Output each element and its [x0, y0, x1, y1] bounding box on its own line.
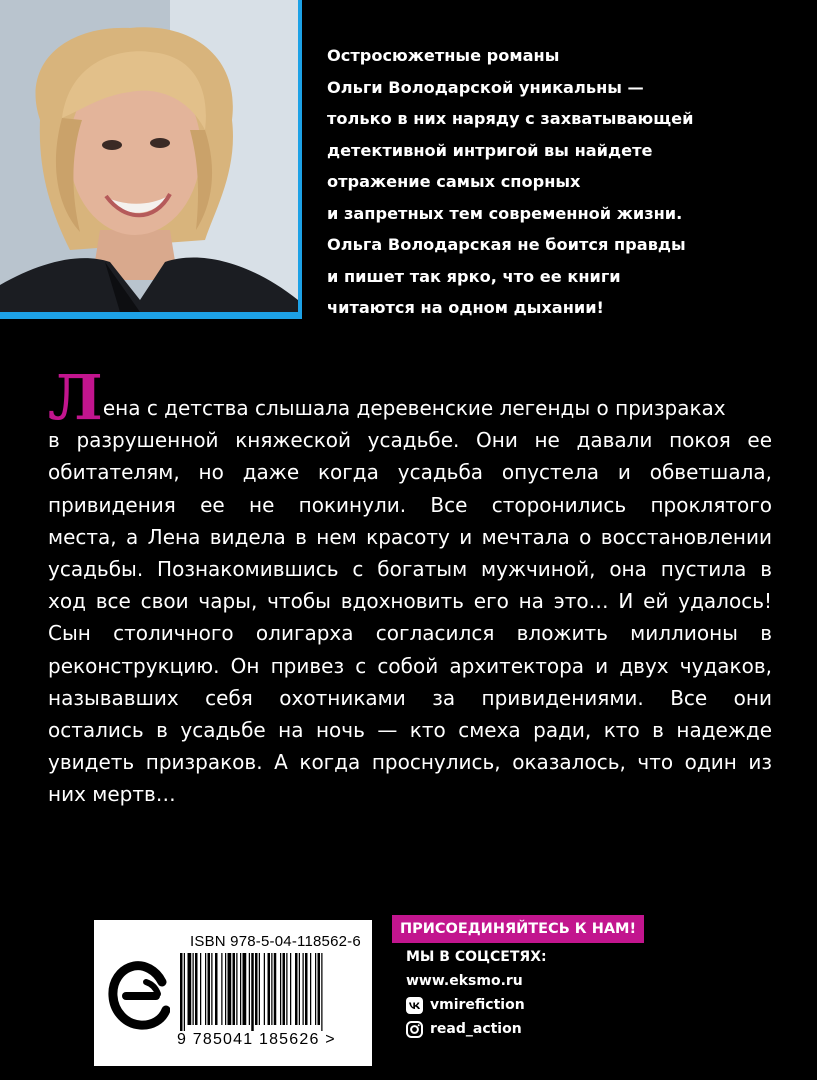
instagram-icon — [406, 1021, 423, 1038]
barcode-bar — [195, 953, 198, 1025]
annotation-line: в разрушенной княжеской усадьбе. Они не давали покоя ее — [48, 428, 772, 453]
annotation-line: них мертв… — [48, 782, 176, 807]
barcode-bar — [233, 953, 236, 1025]
social-heading: МЫ В СОЦСЕТЯХ: — [406, 949, 547, 965]
barcode-bar — [215, 953, 218, 1025]
author-blurb-line: Ольги Володарской уникальны — — [327, 77, 644, 97]
barcode-bar — [303, 953, 304, 1025]
barcode-bar — [255, 953, 258, 1025]
eksmo-logo-icon — [108, 960, 170, 1032]
author-blurb-line: читаются на одном дыхании! — [327, 298, 604, 317]
vk-link-label: vmirefiction — [430, 997, 525, 1013]
annotation-line: усадьбы. Познакомившись с богатым мужчиной, она пустила в — [48, 557, 772, 582]
annotation-line — [48, 361, 772, 434]
annotation-line: привидения ее не покинули. Все сторонились проклятого — [48, 492, 772, 517]
barcode-bar — [221, 953, 222, 1025]
annotation-line: ход все свои чары, чтобы вдохновить его на это… И ей удалось! — [48, 589, 772, 614]
barcode-panel — [94, 920, 372, 1066]
annotation-line-text: ена с детства слышала деревенские легенды о призраках — [102, 396, 726, 420]
barcode-bar — [251, 953, 254, 1031]
author-blurb-line: Ольга Володарская не боится правды — [327, 235, 686, 254]
book-annotation — [48, 361, 772, 811]
author-blurb-line: и пишет так ярко, что ее книги — [327, 266, 621, 286]
barcode-bar — [205, 953, 206, 1025]
barcode-bar — [208, 953, 211, 1025]
barcode-bar — [249, 953, 250, 1025]
barcode-bar — [259, 953, 260, 1025]
barcode-bar — [200, 953, 201, 1025]
barcode-bar — [188, 953, 192, 1025]
barcode-bar — [264, 953, 265, 1025]
barcode-bar — [283, 953, 286, 1025]
vk-icon — [406, 997, 423, 1014]
barcode-bar — [299, 953, 300, 1025]
barcode-bar — [268, 953, 271, 1025]
barcode-bar — [315, 953, 316, 1025]
author-blurb-line: Остросюжетные романы — [327, 46, 560, 65]
instagram-link[interactable] — [406, 1017, 547, 1041]
barcode-bar — [271, 953, 272, 1025]
author-blurb-line: детективной интригой вы найдете — [327, 140, 653, 160]
isbn-label: ISBN 978-5-04-118562-6 — [190, 933, 361, 950]
vk-link[interactable] — [406, 993, 547, 1017]
barcode-bar — [321, 953, 322, 1031]
author-photo — [0, 0, 302, 319]
annotation-line: реконструкцию. Он привез с собой архитектора и двух чудаков, — [48, 653, 772, 678]
barcode-digits: 9 785041 185626 > — [177, 1031, 336, 1048]
instagram-link-label: read_action — [430, 1021, 522, 1037]
barcode-bar — [318, 953, 321, 1025]
barcode-bar — [184, 953, 185, 1031]
barcode-bar — [211, 953, 212, 1025]
barcode-bar — [274, 953, 277, 1025]
annotation-line: остались в усадьбе на ночь — кто смеха ради, кто в надежде — [48, 718, 772, 743]
barcode-bar — [290, 953, 291, 1025]
barcode-bar — [280, 953, 281, 1025]
barcode-bar — [180, 953, 183, 1031]
barcode-bar — [243, 953, 247, 1025]
annotation-line: называвших себя охотниками за привидениями. Все они — [48, 685, 772, 710]
barcode-bar — [228, 953, 232, 1025]
author-blurb — [327, 40, 797, 324]
annotation-line: места, а Лена видела в нем красоту и мечтала о восстановлении — [48, 524, 772, 549]
barcode-bar — [236, 953, 237, 1025]
barcode-bar — [305, 953, 308, 1025]
website-link[interactable]: www.eksmo.ru — [406, 973, 523, 989]
author-blurb-line: и запретных тем современной жизни. — [327, 203, 683, 223]
drop-cap: Л — [48, 361, 103, 434]
barcode — [178, 953, 364, 1031]
author-blurb-line: только в них наряду с захватывающей — [327, 109, 694, 128]
barcode-bar — [295, 953, 298, 1025]
barcode-bar — [310, 953, 311, 1025]
barcode-bar — [225, 953, 226, 1025]
join-us-badge: ПРИСОЕДИНЯЙТЕСЬ К НАМ! — [392, 915, 644, 943]
barcode-bar — [286, 953, 287, 1025]
social-links — [406, 945, 547, 1041]
author-blurb-line: отражение самых спорных — [327, 172, 581, 191]
annotation-line: обитателям, но даже когда усадьба опустела и обветшала, — [48, 460, 772, 485]
annotation-line: увидеть призраков. А когда проснулись, оказалось, что один из — [48, 750, 772, 775]
barcode-bar — [193, 953, 194, 1025]
barcode-bar — [240, 953, 241, 1025]
annotation-line: Сын столичного олигарха согласился вложить миллионы в — [48, 621, 772, 646]
